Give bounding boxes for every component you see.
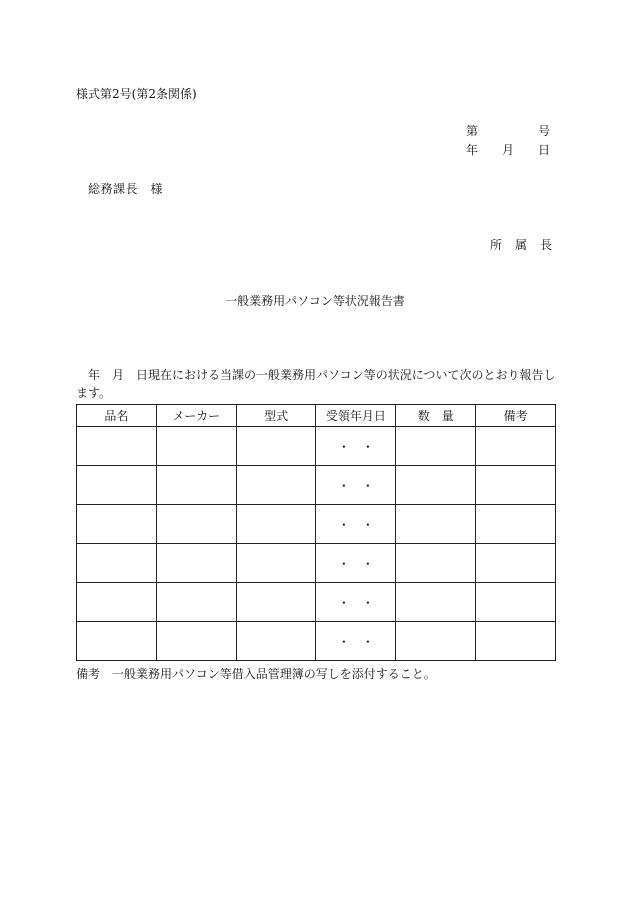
cell-quantity[interactable] [396,427,476,466]
cell-quantity[interactable] [396,544,476,583]
cell-maker[interactable] [156,427,236,466]
cell-remarks[interactable] [476,427,556,466]
cell-item-name[interactable] [77,427,157,466]
cell-received-date[interactable]: ・ ・ [316,466,396,505]
cell-maker[interactable] [156,466,236,505]
header-model: 型式 [236,405,316,427]
header-maker: メーカー [156,405,236,427]
addressee: 総務課長 様 [88,182,164,196]
table-row [77,583,556,622]
doc-number-prefix: 第 [466,124,479,138]
date-day-label: 日 [538,143,551,157]
cell-remarks[interactable] [476,544,556,583]
cell-item-name[interactable] [77,505,157,544]
cell-remarks[interactable] [476,583,556,622]
cell-model[interactable] [236,622,316,661]
cell-received-date[interactable]: ・ ・ [316,544,396,583]
cell-quantity[interactable] [396,466,476,505]
table-row [77,427,556,466]
date-year-label: 年 [466,143,479,157]
table-row [77,466,556,505]
doc-number-suffix: 号 [538,124,551,138]
cell-remarks[interactable] [476,505,556,544]
cell-model[interactable] [236,583,316,622]
body-text: 年 月 日現在における当課の一般業務用パソコン等の状況について次のとおり報告します。 [76,368,556,400]
cell-item-name[interactable] [77,583,157,622]
table-header-row [77,405,556,427]
cell-model[interactable] [236,544,316,583]
cell-quantity[interactable] [396,583,476,622]
cell-maker[interactable] [156,583,236,622]
header-received-date: 受領年月日 [316,405,396,427]
table-row [77,505,556,544]
form-number: 様式第2号(第2条関係) [76,87,197,101]
cell-item-name[interactable] [77,544,157,583]
header-remarks: 備考 [476,405,556,427]
equipment-table [76,404,556,661]
remarks-note: 備考 一般業務用パソコン等借入品管理簿の写しを添付すること。 [76,667,436,681]
cell-received-date[interactable]: ・ ・ [316,427,396,466]
table-row [77,622,556,661]
cell-received-date[interactable]: ・ ・ [316,583,396,622]
date-month-label: 月 [502,143,515,157]
cell-model[interactable] [236,505,316,544]
cell-item-name[interactable] [77,622,157,661]
sender: 所 属 長 [490,238,553,252]
cell-remarks[interactable] [476,622,556,661]
cell-received-date[interactable]: ・ ・ [316,622,396,661]
header-quantity: 数 量 [396,405,476,427]
cell-model[interactable] [236,466,316,505]
cell-item-name[interactable] [77,466,157,505]
cell-received-date[interactable]: ・ ・ [316,505,396,544]
cell-model[interactable] [236,427,316,466]
cell-remarks[interactable] [476,466,556,505]
cell-maker[interactable] [156,622,236,661]
cell-maker[interactable] [156,544,236,583]
document-title: 一般業務用パソコン等状況報告書 [225,294,405,308]
cell-maker[interactable] [156,505,236,544]
cell-quantity[interactable] [396,505,476,544]
cell-quantity[interactable] [396,622,476,661]
header-item-name: 品名 [77,405,157,427]
table-row [77,544,556,583]
